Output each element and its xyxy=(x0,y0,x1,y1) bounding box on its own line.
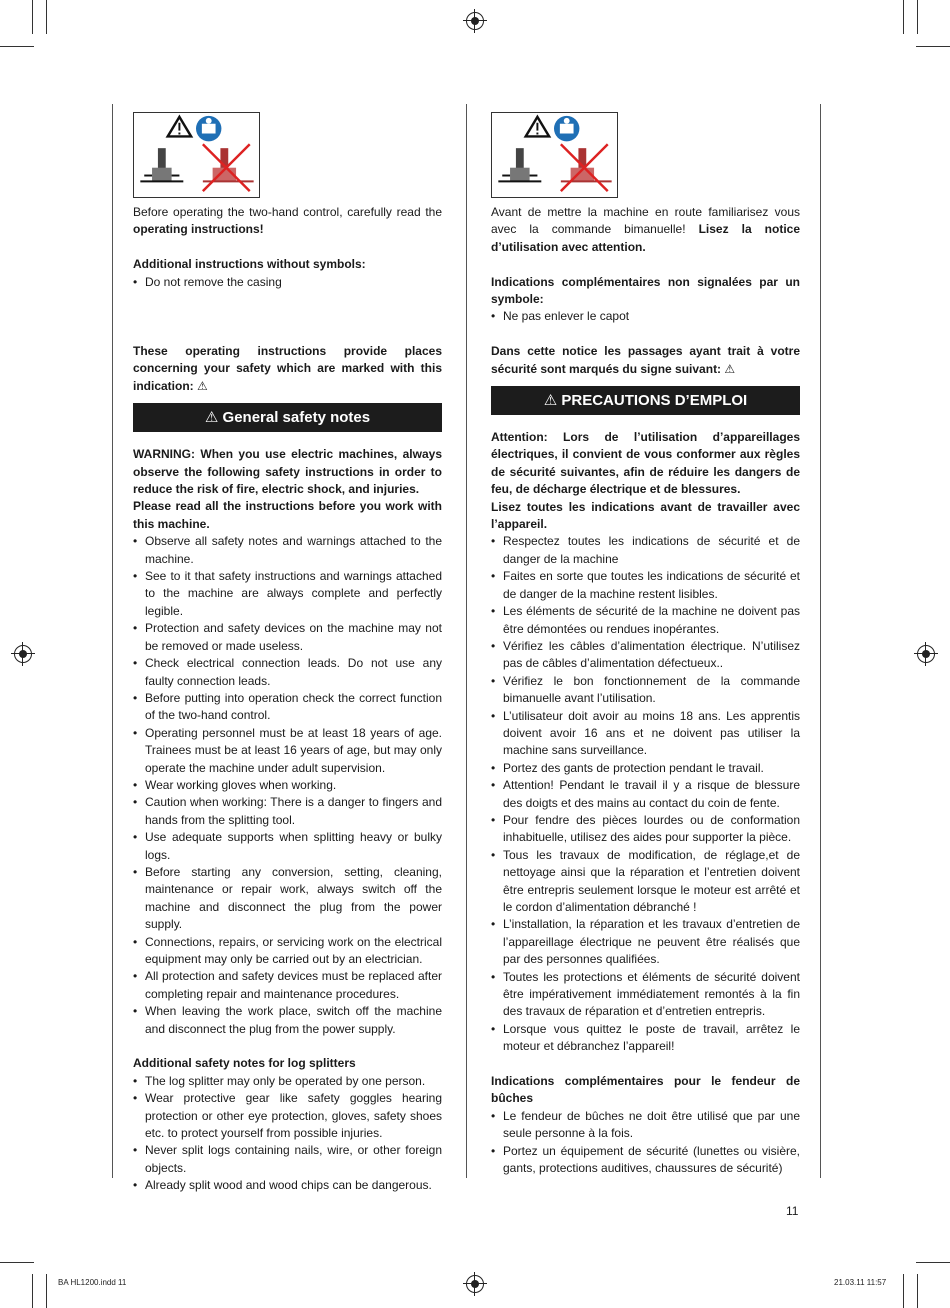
general-safety-list xyxy=(491,533,800,1055)
list-item: • Never split logs containing nails, wire, or other foreign objects. xyxy=(133,1142,442,1177)
safety-places-text: Dans cette notice les passages ayant trait à votre sécurité sont marqués du signe suivant: ⚠ xyxy=(491,344,800,376)
page-number: 11 xyxy=(786,1204,799,1218)
log-splitter-heading: Additional safety notes for log splitters xyxy=(133,1056,356,1071)
list-item: • The log splitter may only be operated by one person. xyxy=(133,1073,442,1090)
two-hand-control-icon xyxy=(140,148,183,181)
list-item: • Before putting into operation check the correct function of the two-hand control. xyxy=(133,690,442,725)
date-slug: 21.03.11 11:57 xyxy=(834,1278,887,1287)
list-item: • L’utilisateur doit avoir au moins 18 ans. Les apprentis doivent avoir 16 ans et ne doivent pas utiliser la machine sans surveillance. xyxy=(491,708,800,760)
column-rule xyxy=(466,104,467,1178)
registration-mark-icon xyxy=(466,1275,484,1293)
general-safety-list xyxy=(133,533,442,1038)
list-item: • Faites en sorte que toutes les indications de sécurité et de danger de la machine restent lisibles. xyxy=(491,568,800,603)
list-item: • Tous les travaux de modification, de réglage,et de nettoyage ainsi que la réparation et l’entretien doivent être entrepris seulement lorsque le moteur est arrêté et le cordon d’alimentation débranché ! xyxy=(491,847,800,917)
file-slug: BA HL1200.indd 11 xyxy=(58,1278,127,1287)
list-item: • Pour fendre des pièces lourdes ou de conformation inhabituelle, utilisez des aides pour supporter la pièce. xyxy=(491,812,800,847)
warning-triangle-icon: ⚠ xyxy=(197,378,208,393)
crop-mark xyxy=(32,0,33,34)
english-column xyxy=(133,112,442,1195)
log-splitter-heading: Indications complémentaires pour le fendeur de bûches xyxy=(491,1074,800,1106)
list-item: • Protection and safety devices on the machine may not be removed or made useless. xyxy=(133,620,442,655)
list-item: • L’installation, la réparation et les travaux d’entretien de l’appareillage électrique ne peuvent être réalisés que par des personnes qualifiées. xyxy=(491,916,800,968)
read-all-paragraph: Please read all the instructions before you work with this machine. xyxy=(133,499,442,531)
crop-mark xyxy=(46,1274,47,1308)
list-item: • Lorsque vous quittez le poste de travail, arrêtez le moteur et débranchez l’appareil! xyxy=(491,1021,800,1056)
list-item: • Observe all safety notes and warnings attached to the machine. xyxy=(133,533,442,568)
safety-pictogram xyxy=(133,112,260,198)
prohibited-operation-icon xyxy=(203,144,254,191)
list-item: • Le fendeur de bûches ne doit être utilisé que par une seule personne à la fois. xyxy=(491,1108,800,1143)
registration-mark-icon xyxy=(917,645,935,663)
additional-heading: Additional instructions without symbols: xyxy=(133,257,366,272)
additional-list xyxy=(491,308,800,325)
additional-heading: Indications complémentaires non signalées par un symbole: xyxy=(491,274,800,307)
column-rule xyxy=(820,104,821,1178)
warning-paragraph: Attention: Lors de l’utilisation d’appareillages électriques, il convient de vous conformer aux règles de sécurité suivantes, afin de réduire les dangers de feu, de décharge électrique et de blessures. xyxy=(491,430,800,497)
crop-mark xyxy=(32,1274,33,1308)
list-item: • Vérifiez les câbles d’alimentation électrique. N’utilisez pas de câbles d’alimentation défectueux.. xyxy=(491,638,800,673)
list-item: • Wear protective gear like safety goggles hearing protection or other eye protection, gloves, safety shoes etc. to protect yourself from possible injuries. xyxy=(133,1090,442,1142)
crop-mark xyxy=(917,0,918,34)
crop-mark xyxy=(916,1262,950,1263)
read-manual-icon xyxy=(554,116,579,141)
list-item: • Connections, repairs, or servicing work on the electrical equipment may only be carried out by an electrician. xyxy=(133,934,442,969)
warning-triangle-icon: ⚠ xyxy=(543,392,558,410)
column-rule xyxy=(112,104,113,1178)
list-item: • Portez un équipement de sécurité (lunettes ou visière, gants, protections auditives, chaussures de sécurité) xyxy=(491,1143,800,1178)
list-item: • Respectez toutes les indications de sécurité et de danger de la machine xyxy=(491,533,800,568)
crop-mark xyxy=(0,46,34,47)
intro-text: Avant de mettre la machine en route familiarisez vous avec la commande bimanuelle! Lisez la notice d’utilisation avec attention. xyxy=(491,205,801,254)
crop-mark xyxy=(0,1262,34,1263)
list-item: • Attention! Pendant le travail il y a risque de blessure des doigts et des mains au contact du coin de fente. xyxy=(491,777,800,812)
list-item: • When leaving the work place, switch off the machine and disconnect the plug from the power supply. xyxy=(133,1003,442,1038)
log-splitter-list xyxy=(491,1108,800,1178)
list-item: • Do not remove the casing xyxy=(133,274,442,291)
list-item: • Check electrical connection leads. Do not use any faulty connection leads. xyxy=(133,655,442,690)
french-column xyxy=(491,112,800,1177)
intro-text: Before operating the two-hand control, carefully read the operating instructions! xyxy=(133,205,442,237)
list-item: • See to it that safety instructions and warnings attached to the machine are always complete and perfectly legible. xyxy=(133,568,442,620)
crop-mark xyxy=(917,1274,918,1308)
list-item: • Use adequate supports when splitting heavy or bulky logs. xyxy=(133,829,442,864)
section-banner: ⚠ General safety notes xyxy=(133,403,442,432)
section-banner: ⚠ PRECAUTIONS D’EMPLOI xyxy=(491,386,800,415)
registration-mark-icon xyxy=(466,12,484,30)
warning-triangle-icon: ⚠ xyxy=(724,361,736,376)
list-item: • Caution when working: There is a danger to fingers and hands from the splitting tool. xyxy=(133,794,442,829)
safety-pictogram xyxy=(491,112,618,198)
list-item: • Ne pas enlever le capot xyxy=(491,308,800,325)
crop-mark xyxy=(916,46,950,47)
warning-triangle-icon xyxy=(526,117,549,137)
warning-triangle-icon xyxy=(168,117,191,137)
list-item: • Les éléments de sécurité de la machine ne doivent pas être démontées ou rendues inopérantes. xyxy=(491,603,800,638)
list-item: • All protection and safety devices must be replaced after completing repair and maintenance procedures. xyxy=(133,968,442,1003)
log-splitter-list xyxy=(133,1073,442,1195)
read-all-paragraph: Lisez toutes les indications avant de travailler avec l’appareil. xyxy=(491,499,800,532)
list-item: • Before starting any conversion, setting, cleaning, maintenance or repair work, always switch off the machine and disconnect the plug from the power supply. xyxy=(133,864,442,934)
additional-list xyxy=(133,274,442,291)
prohibited-operation-icon xyxy=(561,144,612,191)
registration-mark-icon xyxy=(14,645,32,663)
safety-places-text: These operating instructions provide places concerning your safety which are marked with this indication: ⚠ xyxy=(133,344,442,393)
list-item: • Toutes les protections et éléments de sécurité doivent être impérativement immédiatement remontés à la fin des travaux de réparation et d’entretien entrepris. xyxy=(491,969,800,1021)
warning-paragraph: WARNING: When you use electric machines, always observe the following safety instructions in order to reduce the risk of fire, electric shock, and injuries. xyxy=(133,447,442,497)
list-item: • Wear working gloves when working. xyxy=(133,777,442,794)
read-manual-icon xyxy=(196,116,221,141)
crop-mark xyxy=(903,1274,904,1308)
two-hand-control-icon xyxy=(498,148,541,181)
crop-mark xyxy=(903,0,904,34)
warning-triangle-icon: ⚠ xyxy=(204,409,219,427)
crop-mark xyxy=(46,0,47,34)
list-item: • Portez des gants de protection pendant le travail. xyxy=(491,760,800,777)
list-item: • Operating personnel must be at least 18 years of age. Trainees must be at least 16 years of age, but may only operate the machine under adult supervision. xyxy=(133,725,442,777)
list-item: • Already split wood and wood chips can be dangerous. xyxy=(133,1177,442,1194)
list-item: • Vérifiez le bon fonctionnement de la commande bimanuelle avant l’utilisation. xyxy=(491,673,800,708)
